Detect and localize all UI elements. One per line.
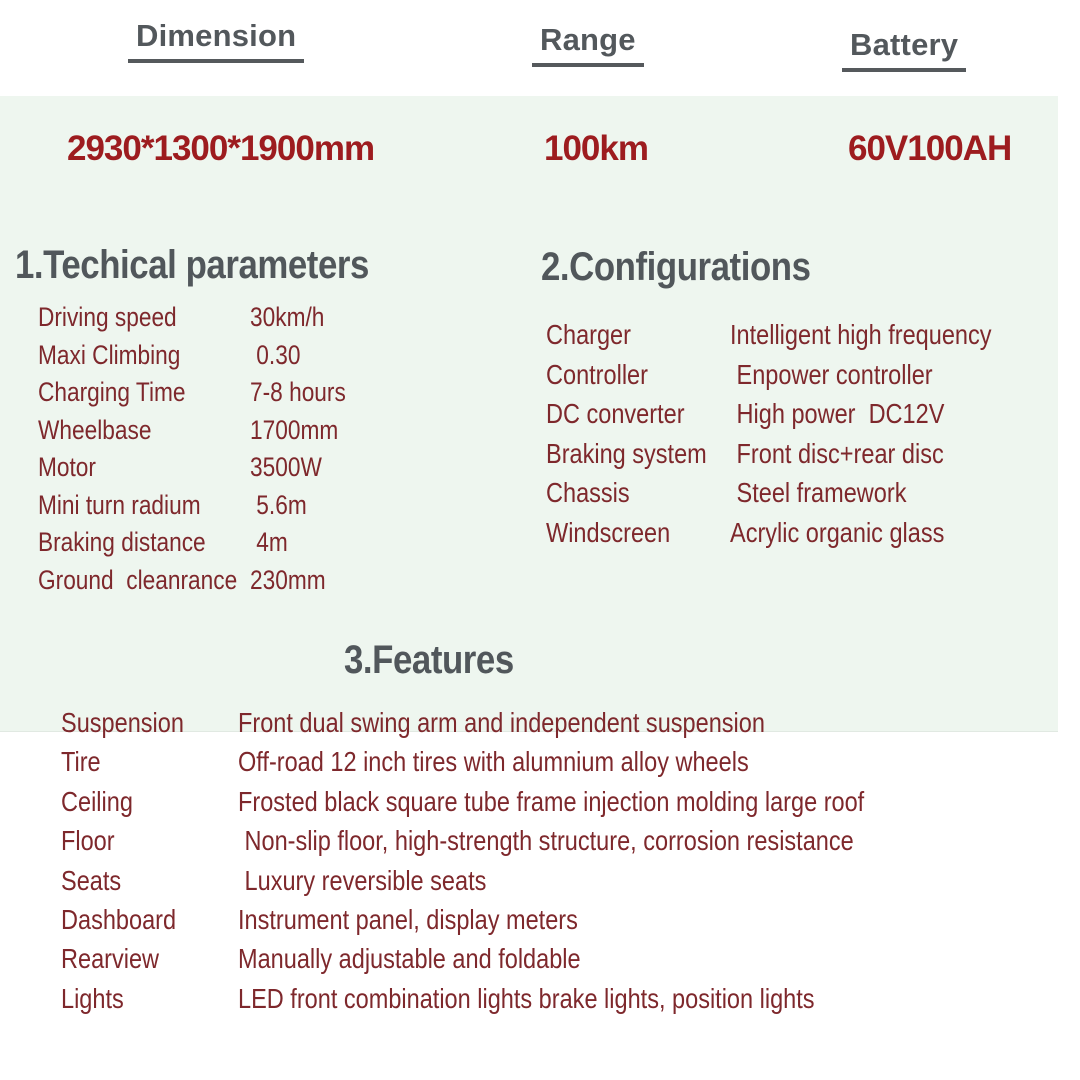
spec-label: Controller <box>546 358 648 390</box>
section-title-technical-parameters: 1.Techical parameters <box>15 243 369 287</box>
spec-label: Ceiling <box>61 785 133 817</box>
battery-value: 60V100AH <box>848 129 1012 168</box>
table-row <box>61 900 984 939</box>
spec-value: Front dual swing arm and independent suspension <box>238 707 765 738</box>
section-title-features: 3.Features <box>344 638 514 682</box>
dimension-value: 2930*1300*1900mm <box>67 129 375 168</box>
spec-label: Wheelbase <box>38 414 152 445</box>
spec-label: Charging Time <box>38 377 186 407</box>
table-row <box>546 355 1041 395</box>
spec-label: Maxi Climbing <box>38 339 181 370</box>
table-row <box>38 374 364 412</box>
table-row <box>38 562 364 600</box>
table-row <box>61 861 984 900</box>
spec-value: 5.6m <box>250 489 307 520</box>
spec-value: High power DC12V <box>730 398 945 429</box>
spec-value: Non-slip floor, high-strength structure, corrosion resistance <box>238 825 854 857</box>
spec-label: Suspension <box>61 707 184 738</box>
table-row <box>61 782 984 821</box>
column-header-dimension: Dimension <box>128 18 304 63</box>
spec-value: 1700mm <box>250 414 339 445</box>
table-row <box>61 742 984 781</box>
spec-value: Acrylic organic glass <box>730 516 945 548</box>
spec-value: 0.30 <box>250 339 301 370</box>
spec-value: Instrument panel, display meters <box>238 903 578 935</box>
spec-value: Frosted black square tube frame injection molding large roof <box>238 785 865 817</box>
spec-label: Windscreen <box>546 516 671 548</box>
spec-value: Front disc+rear disc <box>730 437 944 469</box>
spec-label: Motor <box>38 452 96 482</box>
spec-label: Rearview <box>61 943 160 975</box>
spec-label: Dashboard <box>61 903 177 935</box>
table-row <box>546 473 1041 513</box>
spec-value: Enpower controller <box>730 358 933 390</box>
spec-label: Braking system <box>546 437 707 469</box>
spec-value: Off-road 12 inch tires with alumnium alloy wheels <box>238 746 749 778</box>
spec-label: Braking distance <box>38 527 206 557</box>
spec-value: Manually adjustable and foldable <box>238 943 581 975</box>
features-table <box>61 703 984 1018</box>
spec-label: DC converter <box>546 398 685 429</box>
table-row <box>61 979 984 1018</box>
spec-value: 7-8 hours <box>250 377 346 407</box>
technical-parameters-table <box>38 299 364 599</box>
table-row <box>61 939 984 978</box>
spec-label: Lights <box>61 982 124 1014</box>
spec-value: Steel framework <box>730 477 907 508</box>
spec-label: Mini turn radium <box>38 489 201 520</box>
table-row <box>38 487 364 525</box>
table-row <box>546 315 1041 355</box>
spec-label: Seats <box>61 864 122 896</box>
spec-label: Floor <box>61 825 115 857</box>
spec-label: Charger <box>546 319 631 350</box>
spec-label: Tire <box>61 746 101 778</box>
spec-label: Chassis <box>546 477 630 508</box>
configurations-table <box>546 315 1041 552</box>
table-row <box>38 337 364 375</box>
table-row <box>38 299 364 337</box>
table-row <box>38 524 364 562</box>
spec-value: 30km/h <box>250 302 325 332</box>
spec-value: 4m <box>250 527 288 557</box>
table-row <box>61 821 984 860</box>
spec-value: 3500W <box>250 452 322 482</box>
spec-label: Ground cleanrance <box>38 564 238 595</box>
column-header-battery: Battery <box>842 27 966 72</box>
spec-value: 230mm <box>250 564 326 595</box>
column-header-range: Range <box>532 22 644 67</box>
spec-label: Driving speed <box>38 302 177 332</box>
range-value: 100km <box>544 129 648 168</box>
section-title-configurations: 2.Configurations <box>541 245 811 289</box>
table-row <box>546 434 1041 474</box>
table-row <box>546 513 1041 553</box>
spec-value: LED front combination lights brake lights, position lights <box>238 982 815 1014</box>
spec-value: Intelligent high frequency <box>730 319 992 350</box>
table-row <box>38 449 364 487</box>
spec-value: Luxury reversible seats <box>238 864 487 896</box>
table-row <box>61 703 984 742</box>
table-row <box>38 412 364 450</box>
table-row <box>546 394 1041 434</box>
